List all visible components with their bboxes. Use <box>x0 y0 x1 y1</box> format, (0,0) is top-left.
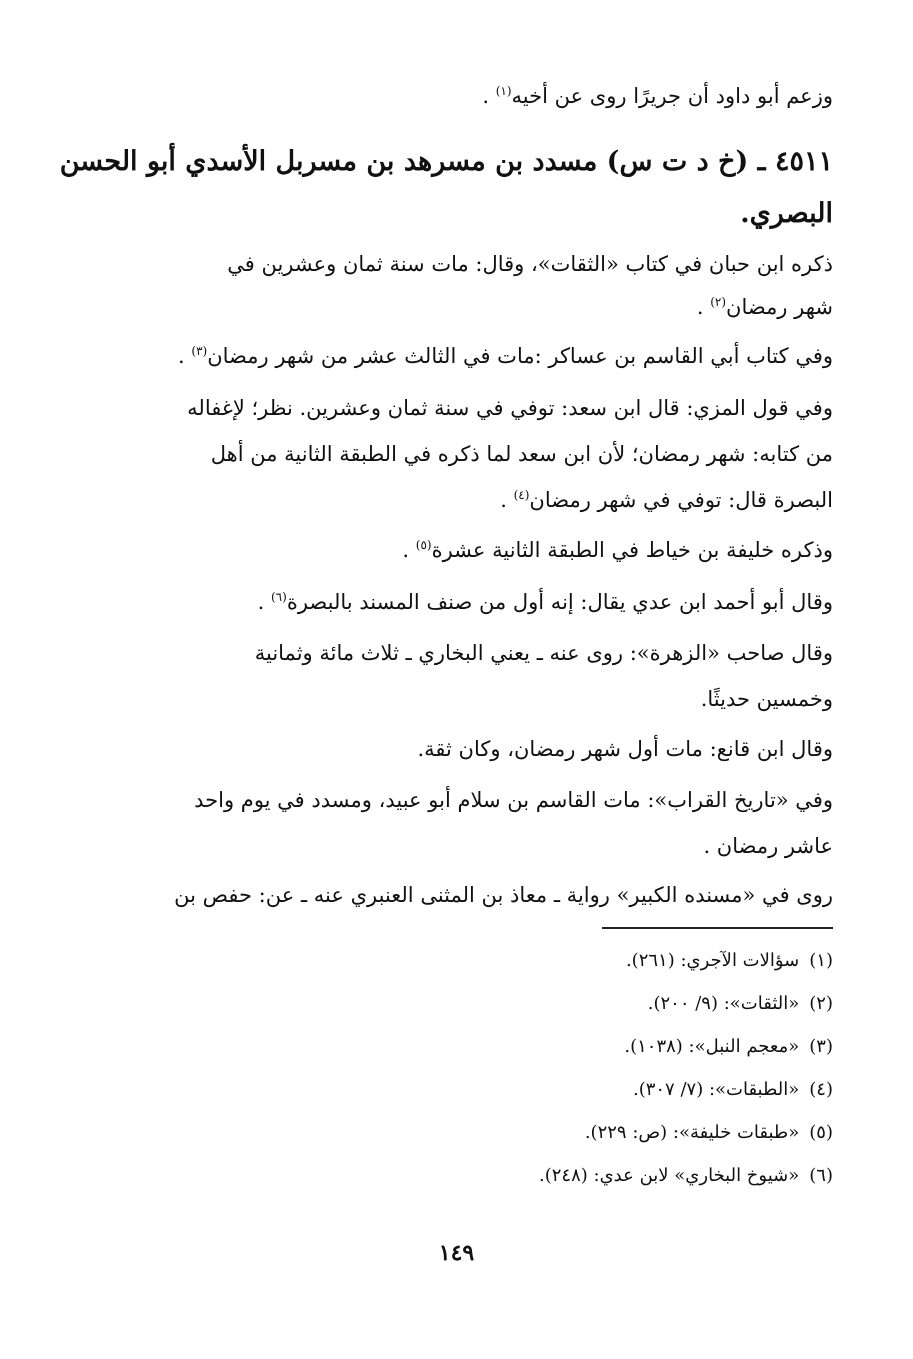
footnote-ref: (٦) <box>270 590 287 604</box>
footnote-ref: (٣) <box>191 344 208 358</box>
footnote: (٦)«شيوخ البخاري» لابن عدي: (٢٤٨). <box>539 1165 833 1186</box>
footnote-ref: (٥) <box>415 538 432 552</box>
text-line: شهر رمضان$^{(٢)}$ . <box>696 295 833 319</box>
text-line: وقال صاحب «الزهرة»: روى عنه ـ يعني البخاري ـ ثلاث مائة وثمانية <box>254 641 833 665</box>
text-line: روى في «مسنده الكبير» رواية ـ معاذ بن المثنى العنبري عنه ـ عن: حفص بن <box>174 883 833 907</box>
entry-heading: ٤٥١١ ـ (خ د ت س) مسدد بن مسرهد بن مسربل الأسدي أبو الحسن <box>59 146 833 177</box>
text-line: وفي «تاريخ القراب»: مات القاسم بن سلام أبو عبيد، ومسدد في يوم واحد <box>194 788 833 812</box>
text-line: من كتابه: شهر رمضان؛ لأن ابن سعد لما ذكره في الطبقة الثانية من أهل <box>210 442 833 466</box>
footnote: (٥)«طبقات خليفة»: (ص: ٢٢٩). <box>584 1122 833 1143</box>
text-line: وزعم أبو داود أن جريرًا روى عن أخيه$^{(١)}$ . <box>482 84 833 108</box>
text-line: عاشر رمضان . <box>703 834 833 858</box>
footnote-separator <box>602 927 833 929</box>
footnote: (٢)«الثقات»: (٩/ ٢٠٠). <box>647 993 833 1014</box>
text-line: وفي قول المزي: قال ابن سعد: توفي في سنة ثمان وعشرين. نظر؛ لإغفاله <box>187 396 833 420</box>
footnote-ref: (٤) <box>513 488 530 502</box>
text-line: وقال ابن قانع: مات أول شهر رمضان، وكان ثقة. <box>417 737 833 761</box>
text-line: وقال أبو أحمد ابن عدي يقال: إنه أول من صنف المسند بالبصرة$^{(٦)}$ . <box>257 590 833 614</box>
footnote-ref: (٢) <box>710 295 727 309</box>
text-line: وخمسين حديثًا. <box>700 687 833 711</box>
footnote: (٤)«الطبقات»: (٧/ ٣٠٧). <box>632 1079 833 1100</box>
footnote: (١)سؤالات الآجري: (٢٦١). <box>625 950 833 971</box>
text-line: البصرة قال: توفي في شهر رمضان$^{(٤)}$ . <box>500 488 833 512</box>
entry-heading-continued: البصري. <box>740 198 833 229</box>
footnote-ref: (١) <box>495 84 512 98</box>
page-number: ١٤٩ <box>438 1240 475 1266</box>
text-line: وفي كتاب أبي القاسم بن عساكر :مات في الثالث عشر من شهر رمضان$^{(٣)}$ . <box>178 344 833 368</box>
footnote: (٣)«معجم النبل»: (١٠٣٨). <box>624 1036 833 1057</box>
text-line: وذكره خليفة بن خياط في الطبقة الثانية عشرة$^{(٥)}$ . <box>402 538 833 562</box>
text-line: ذكره ابن حبان في كتاب «الثقات»، وقال: مات سنة ثمان وعشرين في <box>227 252 833 276</box>
